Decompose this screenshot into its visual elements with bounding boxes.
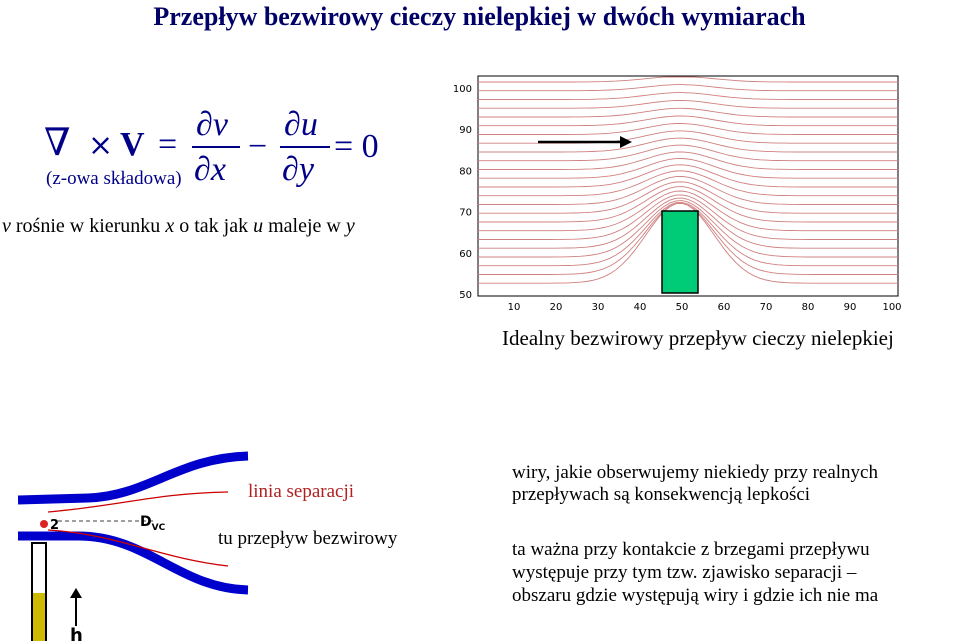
x-tick-label: 10 (507, 302, 521, 313)
x-tick-label: 80 (801, 302, 815, 313)
statement-part1: rośnie w kierunku (10, 215, 166, 237)
vector-v: V (120, 126, 145, 163)
description-line: przepływach są konsekwencją lepkości (512, 484, 811, 505)
streamline (478, 145, 898, 161)
minus-symbol: − (248, 128, 268, 165)
height-arrow-head (70, 588, 82, 598)
streamline (478, 85, 898, 91)
x-tick-label: 40 (633, 302, 647, 313)
potential-flow-plot (440, 72, 910, 322)
statement-part3: maleje w (263, 215, 346, 237)
partial-x-den: ∂x (194, 151, 226, 188)
manometer-fluid (33, 593, 45, 641)
description-line: obszaru gdzie występują wiry i gdzie ich nie ma (512, 585, 879, 606)
flow-plot-caption: Idealny bezwirowy przepływ cieczy nielepkiej (502, 326, 894, 350)
y-tick-label: 100 (452, 84, 472, 95)
x-tick-label: 50 (675, 302, 689, 313)
y-tick-label: 80 (459, 166, 472, 178)
curl-statement (2, 215, 355, 238)
y-tick-label: 50 (459, 290, 472, 301)
y-tick-label: 90 (459, 125, 472, 137)
streamline (478, 159, 898, 179)
height-label: h (70, 625, 83, 641)
statement-x: x (165, 215, 175, 237)
flow-arrow-head (620, 136, 632, 148)
statement-part2: o tak jak (174, 215, 254, 237)
streamline (478, 182, 898, 213)
cross-symbol: × (88, 128, 114, 163)
page-title: Przepływ bezwirowy cieczy nielepkiej w dwóch wymiarach (153, 2, 806, 31)
partial-v-num: ∂v (196, 106, 228, 143)
streamline (478, 77, 898, 82)
y-tick-label: 70 (459, 207, 472, 219)
equals-zero: = 0 (334, 128, 379, 165)
description-block-1 (512, 462, 878, 506)
streamline (478, 177, 898, 205)
streamline (478, 93, 898, 100)
flow-arrow (538, 136, 632, 148)
x-tick-labels (508, 302, 902, 313)
x-tick-label: 100 (882, 302, 902, 313)
point-2-marker (40, 520, 48, 528)
streamline (478, 165, 898, 187)
equation-note: (z-owa składowa) (46, 168, 182, 189)
y-tick-label: 60 (459, 248, 472, 260)
x-tick-label: 30 (591, 302, 605, 313)
partial-u-num: ∂u (284, 106, 318, 143)
obstacle-block (662, 211, 698, 293)
nabla-symbol: ∇ (44, 120, 71, 164)
statement-y: y (345, 215, 355, 237)
description-line: występuje przy tym tzw. zjawisko separacji – (512, 562, 857, 583)
dvc-label: $D_{VC}$ (140, 514, 166, 533)
point-2-label: 2 (50, 518, 60, 533)
streamline (478, 124, 898, 135)
partial-y-den: ∂y (282, 151, 314, 188)
statement-u: u (253, 215, 264, 237)
streamline (478, 108, 898, 117)
x-tick-label: 60 (717, 302, 731, 313)
x-tick-label: 90 (843, 302, 857, 313)
description-block-2 (512, 538, 878, 607)
description-line: ta ważna przy kontakcie z brzegami przepływu (512, 539, 870, 560)
x-tick-label: 20 (549, 302, 563, 313)
separation-line-label: linia separacji (248, 481, 355, 502)
statement-v: v (2, 215, 11, 237)
y-tick-labels (453, 84, 472, 301)
description-line: wiry, jakie obserwujemy niekiedy przy realnych (512, 462, 878, 483)
irrotational-label: tu przepływ bezwirowy (218, 528, 398, 549)
lower-wall (18, 536, 248, 590)
x-tick-label: 70 (759, 302, 773, 313)
upper-wall (18, 456, 248, 500)
equals-symbol: = (158, 126, 178, 163)
streamline (478, 101, 898, 109)
